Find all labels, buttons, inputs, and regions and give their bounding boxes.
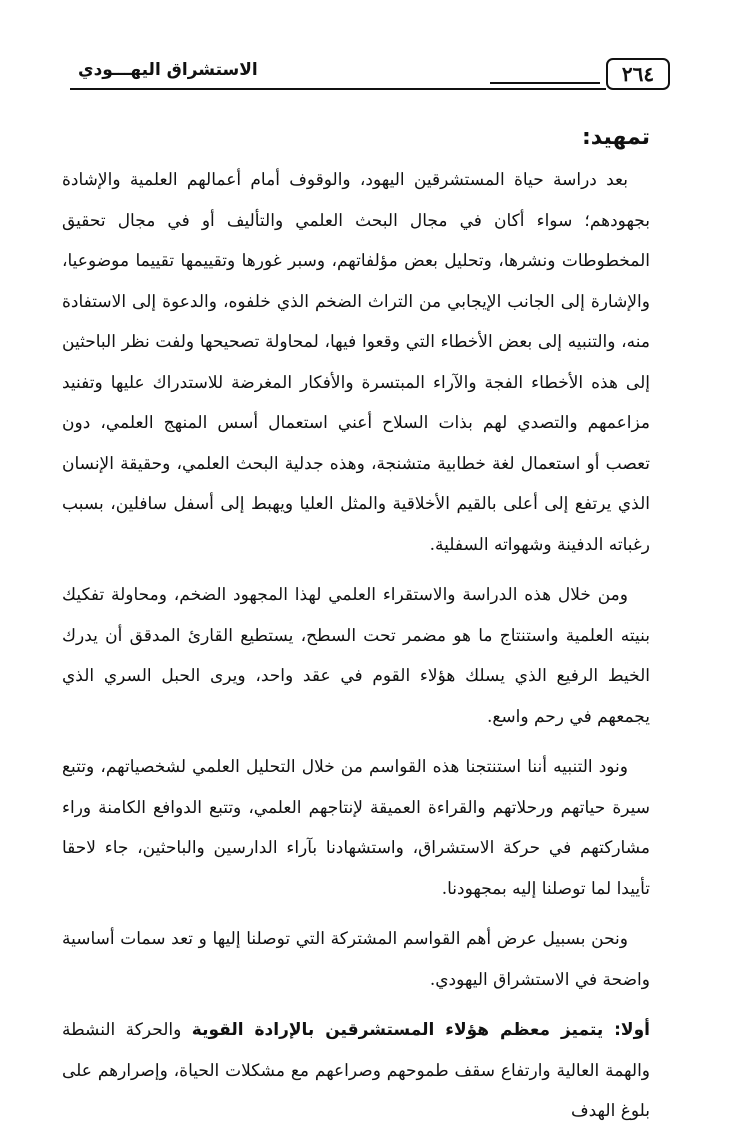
paragraph-1: بعد دراسة حياة المستشرقين اليهود، والوقوف أمام أعمالهم العلمية والإشادة بجهودهم؛ سواء أكان في مجال البحث العلمي والتأليف أو في مجال تحقيق المخطوطات ونشرها، وتحليل بعض مؤلفاتهم، وسبر غورها وتقييمها تقييما موضوعيا، والإشارة إلى الجانب الإيجابي من التراث الضخم الذي خلفوه، والدعوة إلى الاستفادة منه، والتنبيه إلى بعض الأخطاء التي وقعوا فيها، لمحاولة تصحيحها ولفت نظر الباحثين إلى هذه الأخطاء الفجة والآراء المبتسرة والأفكار المغرضة للاستدراك عليها وتفنيد مزاعمهم والتصدي لهم بذات السلاح أعني استعمال أسس المنهج العلمي، دون تعصب أو استعمال لغة خطابية متشنجة، وهذه جدلية البحث العلمي، وحقيقة الإنسان الذي يرتفع إلى أعلى بالقيم الأخلاقية والمثل العليا ويهبط إلى أسفل سافلين، بسبب رغباته الدفينة وشهواته السفلية. xyxy=(62,170,650,555)
paragraph-4: ونحن بسبيل عرض أهم القواسم المشتركة التي توصلنا إليها و تعد سمات أساسية واضحة في الاستشراق اليهودي. xyxy=(62,929,650,990)
point-one-lead: أولا: يتميز معظم هؤلاء المستشرقين بالإرادة القوية xyxy=(191,1020,650,1040)
section-heading: تمهيد: xyxy=(581,125,650,150)
point-one-paragraph xyxy=(62,1010,650,1132)
page-number: ٢٦٤ xyxy=(606,58,670,90)
header-rule-short xyxy=(490,82,600,84)
point-one-text: والحركة النشطة والهمة العالية وارتفاع سقف طموحهم وصراعهم مع مشكلات الحياة، وإصرارهم على بلوغ الهدف xyxy=(62,1020,650,1121)
running-title: الاستشراق اليهـــودي xyxy=(78,60,258,80)
header-rule-long xyxy=(70,88,606,90)
running-header xyxy=(70,56,670,96)
paragraph-3: ونود التنبيه أننا استنتجنا هذه القواسم من خلال التحليل العلمي لشخصياتهم، وتتبع سيرة حياتهم ورحلاتهم والقراءة العميقة لإنتاجهم العلمي، وتتبع الدوافع الكامنة وراء مشاركتهم في حركة الاستشراق، واستشهادنا بآراء الدارسين والباحثين، جاء لاحقا تأييدا لما توصلنا إليه بمجهودنا. xyxy=(62,757,650,899)
paragraph-2: ومن خلال هذه الدراسة والاستقراء العلمي لهذا المجهود الضخم، ومحاولة تفكيك بنيته العلمية واستنتاج ما هو مضمر تحت السطح، يستطيع القارئ المدقق أن يدرك الخيط الرفيع الذي يسلك هؤلاء القوم في عقد واحد، ويرى الحبل السري الذي يجمعهم في رحم واسع. xyxy=(62,585,650,727)
page-content xyxy=(62,118,650,1142)
